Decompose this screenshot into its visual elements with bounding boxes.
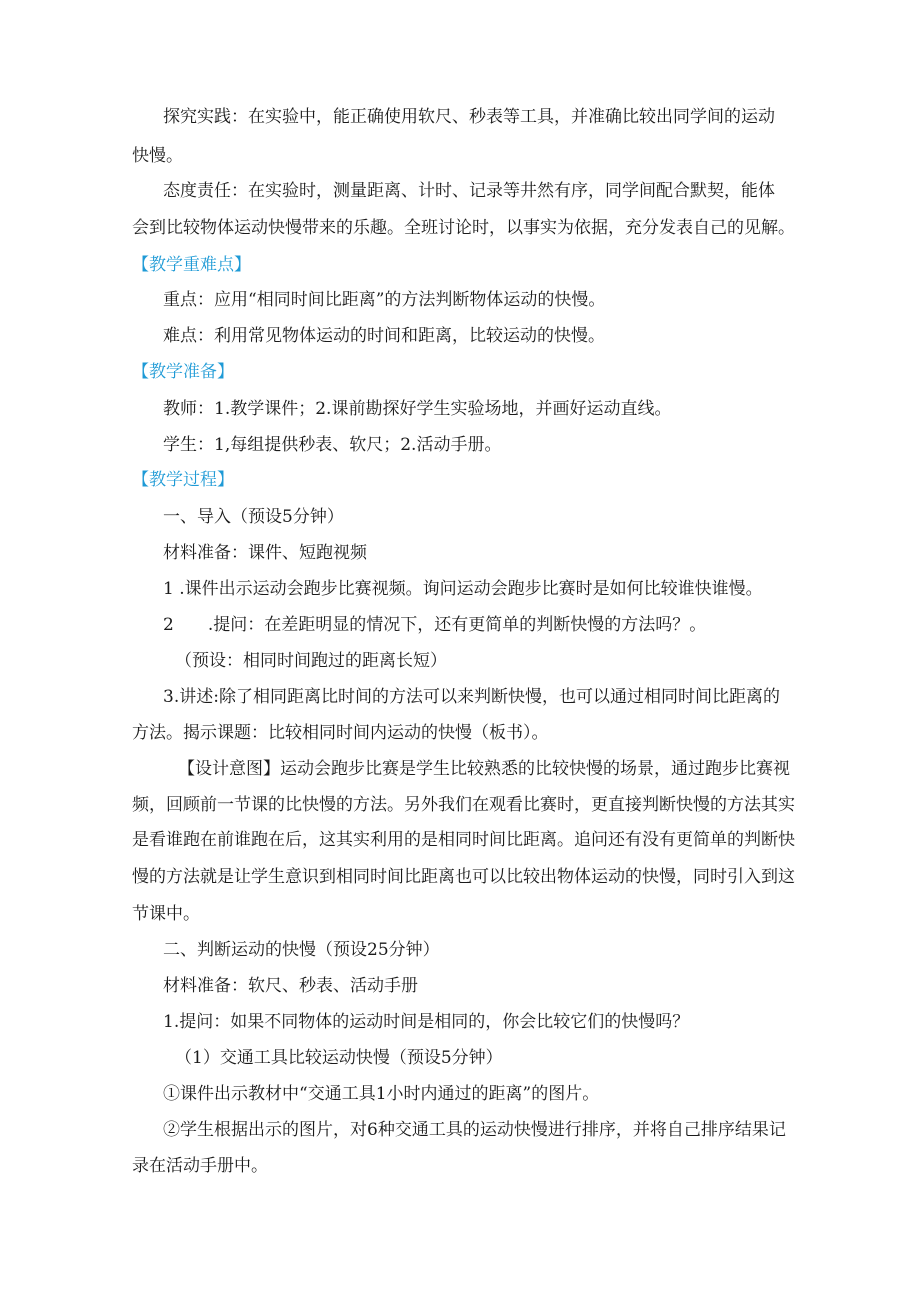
part-two-question: 1.提问：如果不同物体的运动时间是相同的，你会比较它们的快慢吗？ [163, 1012, 690, 1032]
sub-step-circle-1: ①课件出示教材中“交通工具1小时内通过的距离”的图片。 [163, 1084, 600, 1104]
sub-step-1-title: （1）交通工具比较运动快慢（预设5分钟） [175, 1048, 503, 1068]
student-prep-line: 学生：1,每组提供秒表、软尺；2.活动手册。 [163, 435, 502, 455]
objective-practice-line-1: 探究实践：在实验中，能正确使用软尺、秒表等工具，并准确比较出同学间的运动 [163, 107, 775, 127]
part-two-materials: 材料准备：软尺、秒表、活动手册 [163, 976, 418, 996]
part-one-materials: 材料准备：课件、短跑视频 [163, 543, 367, 563]
section-heading-key-points: 【教学重难点】 [132, 255, 251, 275]
step-3-line-1: 3.讲述:除了相同距离比时间的方法可以来判断快慢，也可以通过相同时间比距离的 [163, 687, 780, 707]
section-heading-preparation: 【教学准备】 [132, 362, 234, 382]
part-two-title: 二、判断运动的快慢（预设25分钟） [163, 940, 440, 960]
step-2-line: 2 .提问：在差距明显的情况下，还有更简单的判断快慢的方法吗？。 [163, 615, 707, 635]
sub-step-circle-2-line-2: 录在活动手册中。 [132, 1156, 268, 1176]
design-intent-line-2: 频，回顾前一节课的比快慢的方法。另外我们在观看比赛时，更直接判断快慢的方法其实 [132, 795, 795, 815]
objective-attitude-line-2: 会到比较物体运动快慢带来的乐趣。全班讨论时，以事实为依据，充分发表自己的见解。 [132, 218, 795, 238]
key-point-line: 重点：应用“相同时间比距离”的方法判断物体运动的快慢。 [163, 290, 606, 310]
step-1-line: 1 .课件出示运动会跑步比赛视频。询问运动会跑步比赛时是如何比较谁快谁慢。 [163, 579, 763, 599]
design-intent-line-4: 慢的方法就是让学生意识到相同时间比距离也可以比较出物体运动的快慢，同时引入到这 [132, 867, 795, 887]
step-3-line-2: 方法。揭示课题：比较相同时间内运动的快慢（板书）。 [132, 723, 549, 743]
teacher-prep-line: 教师：1.教学课件；2.课前勘探好学生实验场地，并画好运动直线。 [163, 399, 672, 419]
objective-attitude-line-1: 态度责任：在实验时，测量距离、计时、记录等井然有序，同学间配合默契，能体 [163, 181, 775, 201]
part-one-title: 一、导入（预设5分钟） [163, 507, 344, 527]
sub-step-circle-2-line-1: ②学生根据出示的图片，对6种交通工具的运动快慢进行排序，并将自己排序结果记 [163, 1120, 786, 1140]
design-intent-line-5: 节课中。 [132, 904, 200, 924]
preset-answer-line: （预设：相同时间跑过的距离长短） [175, 651, 447, 671]
difficult-point-line: 难点：利用常见物体运动的时间和距离，比较运动的快慢。 [163, 326, 605, 346]
section-heading-process: 【教学过程】 [132, 470, 234, 490]
objective-practice-line-2: 快慢。 [132, 146, 183, 166]
design-intent-line-3: 是看谁跑在前谁跑在后，这其实利用的是相同时间比距离。追问还有没有更简单的判断快 [132, 830, 795, 850]
design-intent-line-1: 【设计意图】运动会跑步比赛是学生比较熟悉的比较快慢的场景，通过跑步比赛视 [178, 759, 790, 779]
